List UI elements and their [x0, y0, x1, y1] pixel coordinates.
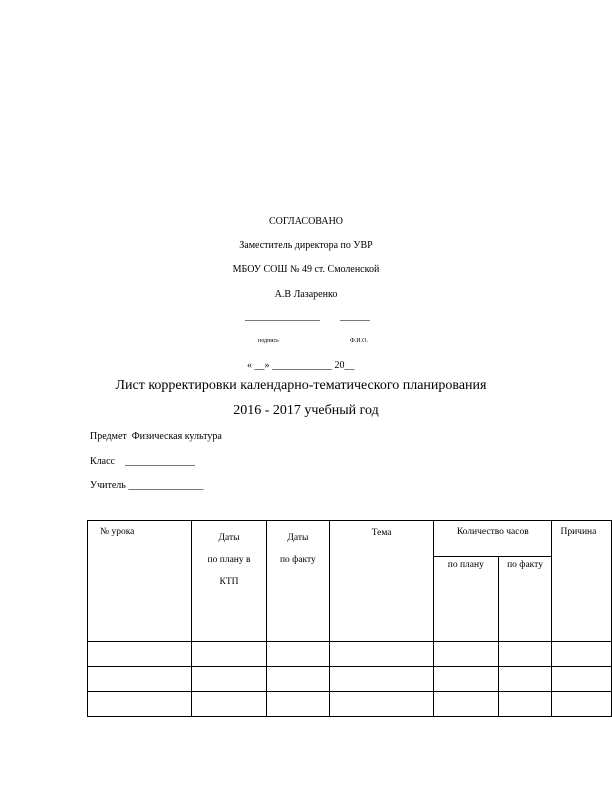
table-cell	[266, 642, 330, 667]
header-hours-planned: по плану	[434, 557, 499, 642]
document-title: Лист корректировки календарно-тематического планирования	[115, 378, 487, 393]
teacher-field	[90, 480, 203, 491]
table-cell	[498, 667, 552, 692]
subject-value: Физическая культура	[131, 431, 222, 442]
table-cell	[192, 692, 266, 717]
approval-school: МБОУ СОШ № 49 ст. Смоленской	[232, 264, 380, 275]
header-actual-date: Даты по факту	[266, 521, 330, 642]
signature-line: _______________	[245, 311, 320, 322]
table-cell	[88, 667, 192, 692]
table-cell	[498, 642, 552, 667]
table-row	[88, 692, 612, 717]
header-topic: Тема	[330, 521, 434, 642]
subject-field	[90, 431, 222, 442]
table-cell	[498, 692, 552, 717]
header-hours-actual: по факту	[498, 557, 552, 642]
approval-position: Заместитель директора по УВР	[239, 240, 373, 251]
approval-heading: СОГЛАСОВАНО	[268, 216, 344, 227]
table-cell	[88, 642, 192, 667]
header-lesson-number: № урока	[88, 521, 192, 642]
table-row	[88, 667, 612, 692]
table-row	[88, 642, 612, 667]
table-cell	[552, 642, 612, 667]
approval-name: А.В Лазаренко	[274, 289, 338, 300]
table-cell	[434, 667, 499, 692]
table-cell	[330, 667, 434, 692]
header-hours: Количество часов	[434, 521, 552, 557]
header-planned-date: Даты по плану в КТП	[192, 521, 266, 642]
class-field	[90, 456, 195, 467]
teacher-line: _______________	[128, 480, 204, 491]
approval-date-line: « __» ____________ 20__	[247, 360, 355, 371]
subject-label: Предмет	[90, 431, 127, 442]
correction-table	[87, 520, 612, 717]
table-cell	[552, 692, 612, 717]
teacher-label: Учитель	[90, 480, 126, 491]
table-cell	[88, 692, 192, 717]
table-cell	[330, 642, 434, 667]
table-cell	[552, 667, 612, 692]
class-label: Класс	[90, 456, 115, 467]
table-cell	[434, 692, 499, 717]
table-cell	[266, 667, 330, 692]
academic-year: 2016 - 2017 учебный год	[233, 403, 379, 418]
table-cell	[192, 667, 266, 692]
table-cell	[434, 642, 499, 667]
fio-caption: Ф.И.О.	[350, 338, 368, 344]
signature-caption: подпись	[258, 338, 279, 344]
table-cell	[192, 642, 266, 667]
table-cell	[266, 692, 330, 717]
header-reason: Причина	[552, 521, 612, 642]
fio-line: ______	[340, 311, 370, 322]
class-line: ______________	[124, 456, 195, 467]
table-cell	[330, 692, 434, 717]
